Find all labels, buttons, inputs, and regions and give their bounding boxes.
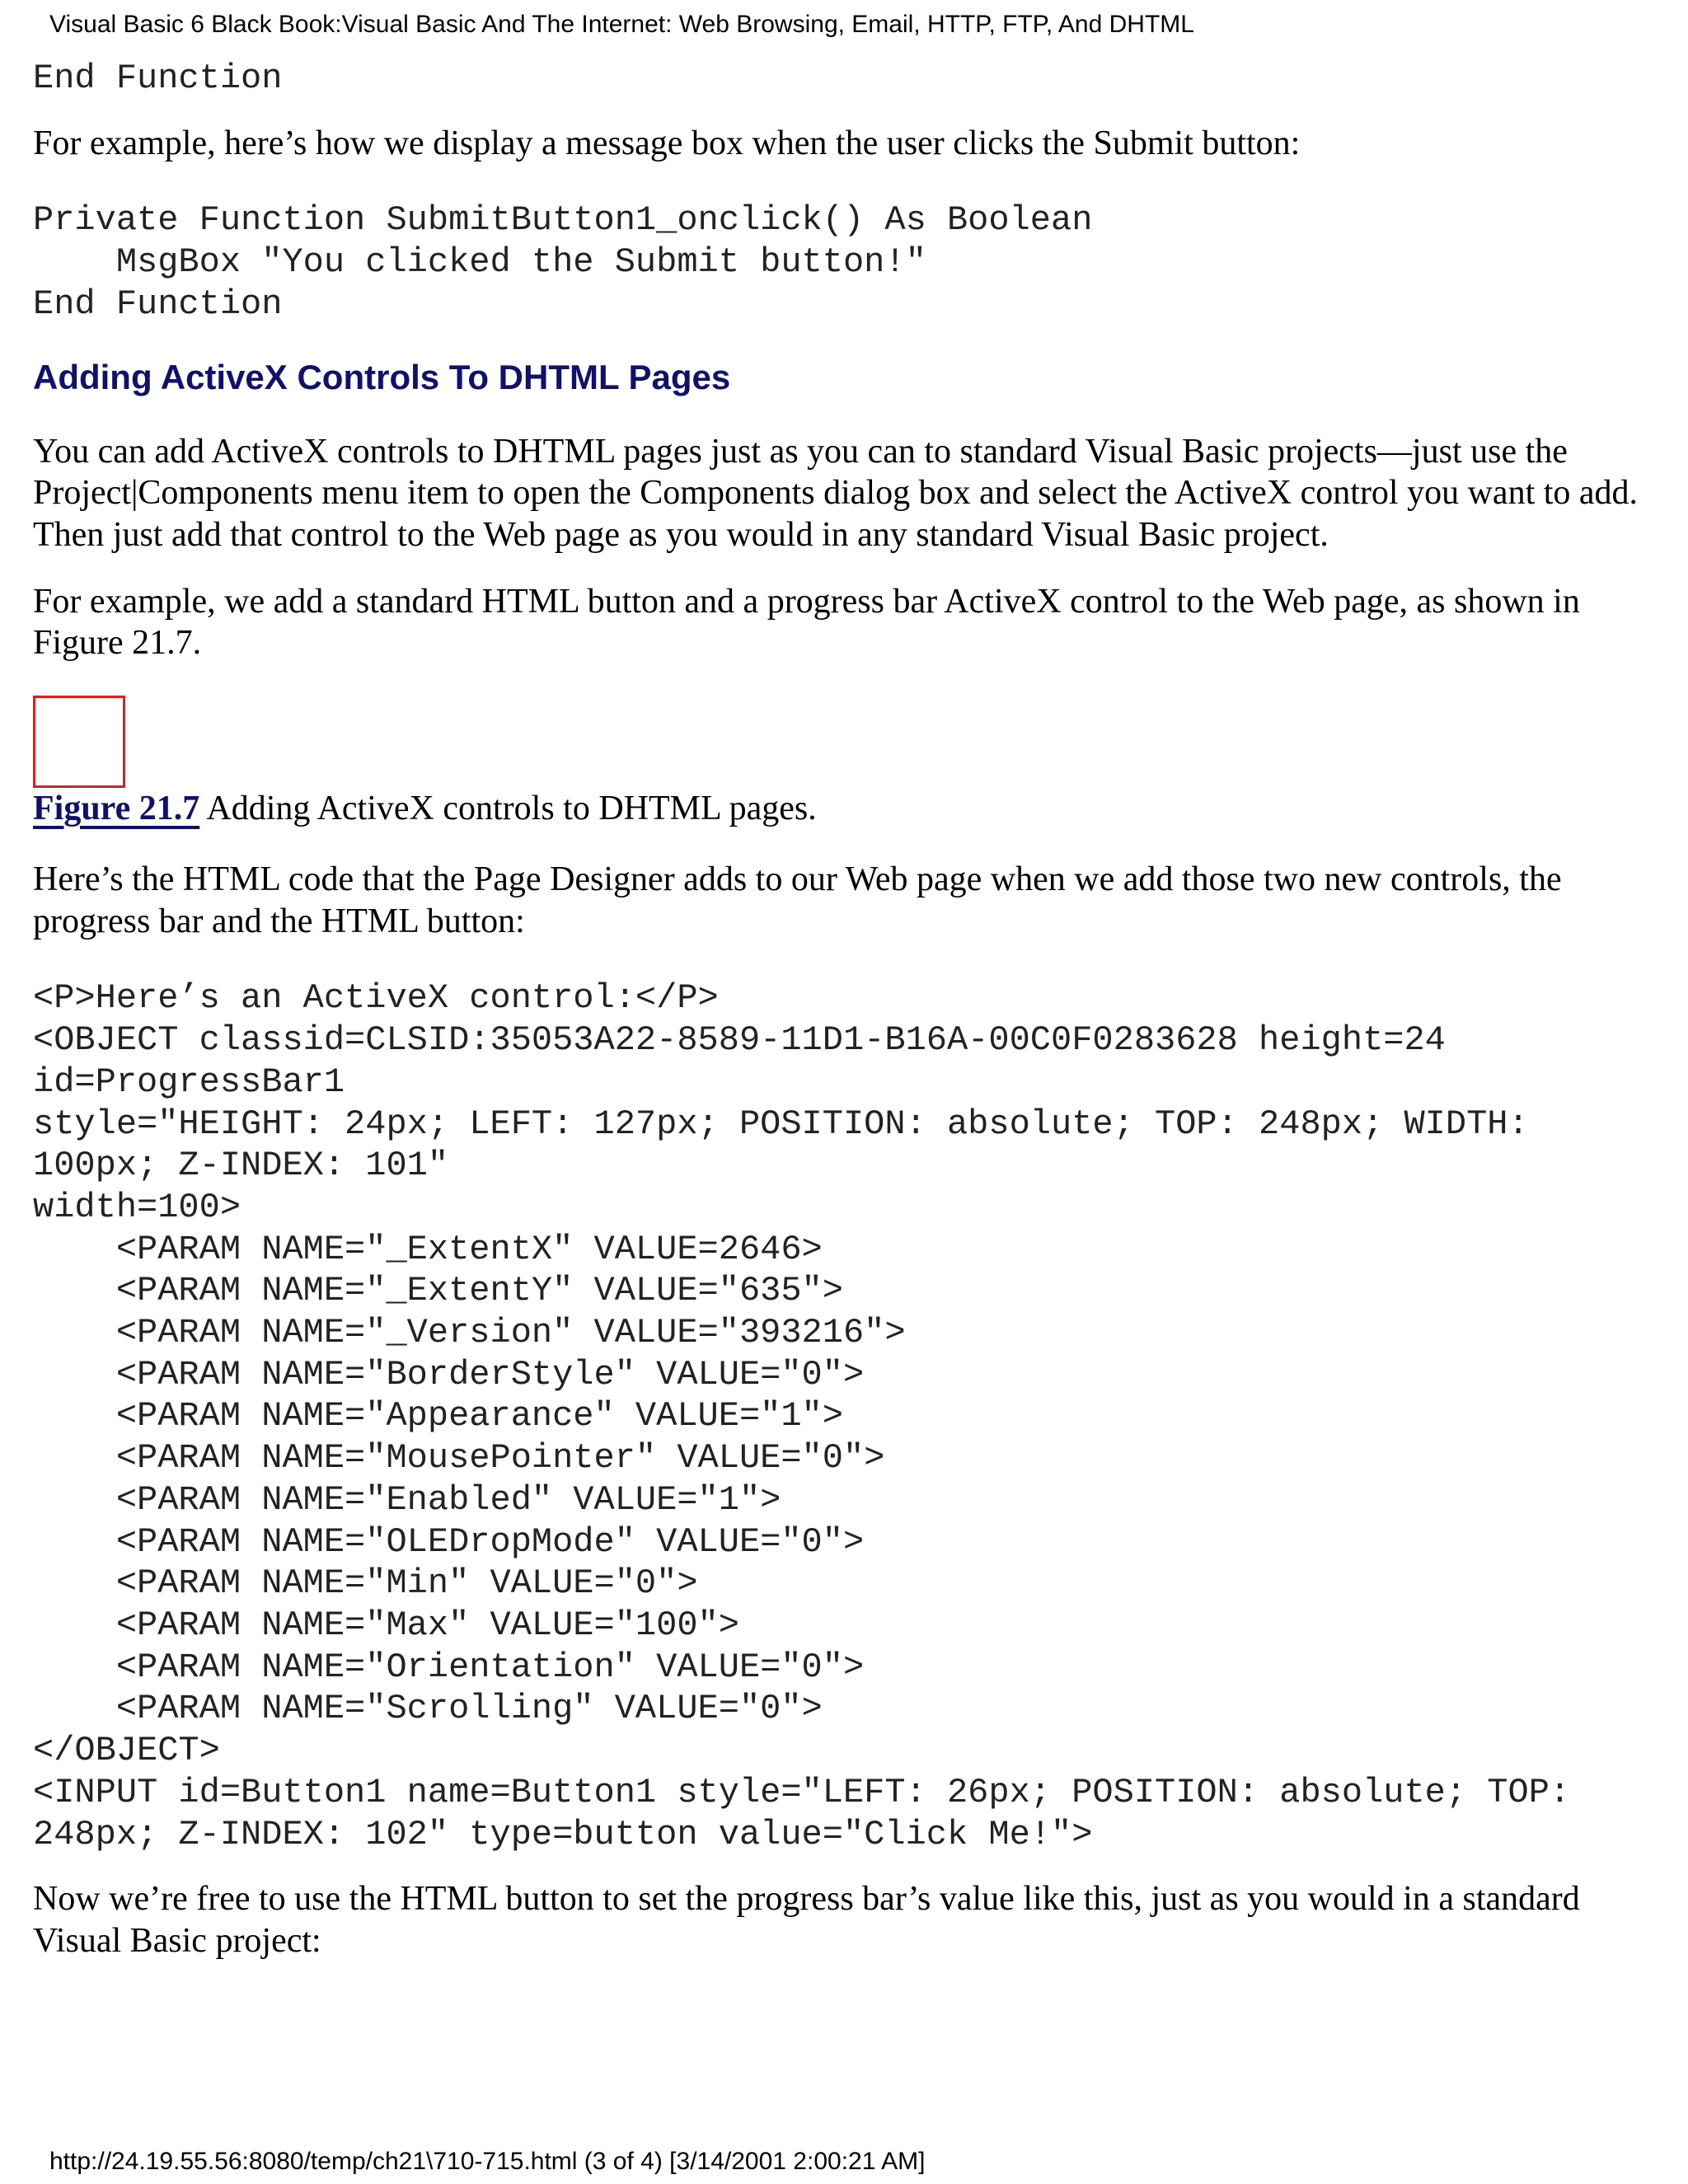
page-header: Visual Basic 6 Black Book:Visual Basic And The Internet: Web Browsing, Email, HTTP, FTP, And DHTML: [49, 11, 1194, 38]
paragraph-example-figure: For example, we add a standard HTML button and a progress bar ActiveX control to the Web page, as shown in Figure 21.7.: [33, 582, 1580, 663]
paragraph-add-activex: You can add ActiveX controls to DHTML pages just as you can to standard Visual Basic projects—just use the Project|Components menu item to open the Components dialog box and select the ActiveX control you want to add. Then just add that control to the Web page as you would in any standard Visual Basic project.: [33, 432, 1639, 554]
figure-caption-text: Adding ActiveX controls to DHTML pages.: [206, 790, 817, 828]
code-block-end-function: End Function: [33, 59, 283, 98]
figure-caption: [33, 788, 1665, 829]
code-block-html-object: <P>Here’s an ActiveX control:</P> <OBJECT classid=CLSID:35053A22-8589-11D1-B16A-00C0F0283628 height=24 id=ProgressBar1 style="HEIGHT: 24px; LEFT: 127px; POSITION: absolute; TOP: 248px; WIDTH: 100px; Z-INDEX: 101" width=100> <PARAM NAME="_ExtentX" VALUE=2646> <PARAM NAME="_ExtentY" VALUE="635"> <PARAM NAME="_Version" VALUE="393216"> <PARAM NAME="BorderStyle" VALUE="0"> <PARAM NAME="Appearance" VALUE="1"> <PARAM NAME="MousePointer" VALUE="0"> <PARAM NAME="Enabled" VALUE="1"> <PARAM NAME="OLEDropMode" VALUE="0"> <PARAM NAME="Min" VALUE="0"> <PARAM NAME="Max" VALUE="100"> <PARAM NAME="Orientation" VALUE="0"> <PARAM NAME="Scrolling" VALUE="0"> </OBJECT> <INPUT id=Button1 name=Button1 style="LEFT: 26px; POSITION: absolute; TOP: 248px; Z-INDEX: 102" type=button value="Click Me!">: [33, 978, 1571, 1854]
document-body: [33, 58, 1665, 1962]
code-block-submit-handler: Private Function SubmitButton1_onclick() As Boolean MsgBox "You clicked the Submit button!" End Function: [33, 200, 1093, 324]
paragraph-submit-example: For example, here’s how we display a message box when the user clicks the Submit button:: [33, 124, 1301, 162]
figure-link[interactable]: Figure 21.7: [33, 790, 200, 828]
paragraph-html-code: Here’s the HTML code that the Page Designer adds to our Web page when we add those two new controls, the progress bar and the HTML button:: [33, 860, 1562, 940]
page-footer-url: http://24.19.55.56:8080/temp/ch21\710-715.html (3 of 4) [3/14/2001 2:00:21 AM]: [49, 2148, 926, 2175]
paragraph-now-free: Now we’re free to use the HTML button to set the progress bar’s value like this, just as you would in a standard Visual Basic project:: [33, 1880, 1580, 1960]
section-heading: Adding ActiveX Controls To DHTML Pages: [33, 357, 731, 396]
figure-image-placeholder[interactable]: [33, 696, 125, 788]
